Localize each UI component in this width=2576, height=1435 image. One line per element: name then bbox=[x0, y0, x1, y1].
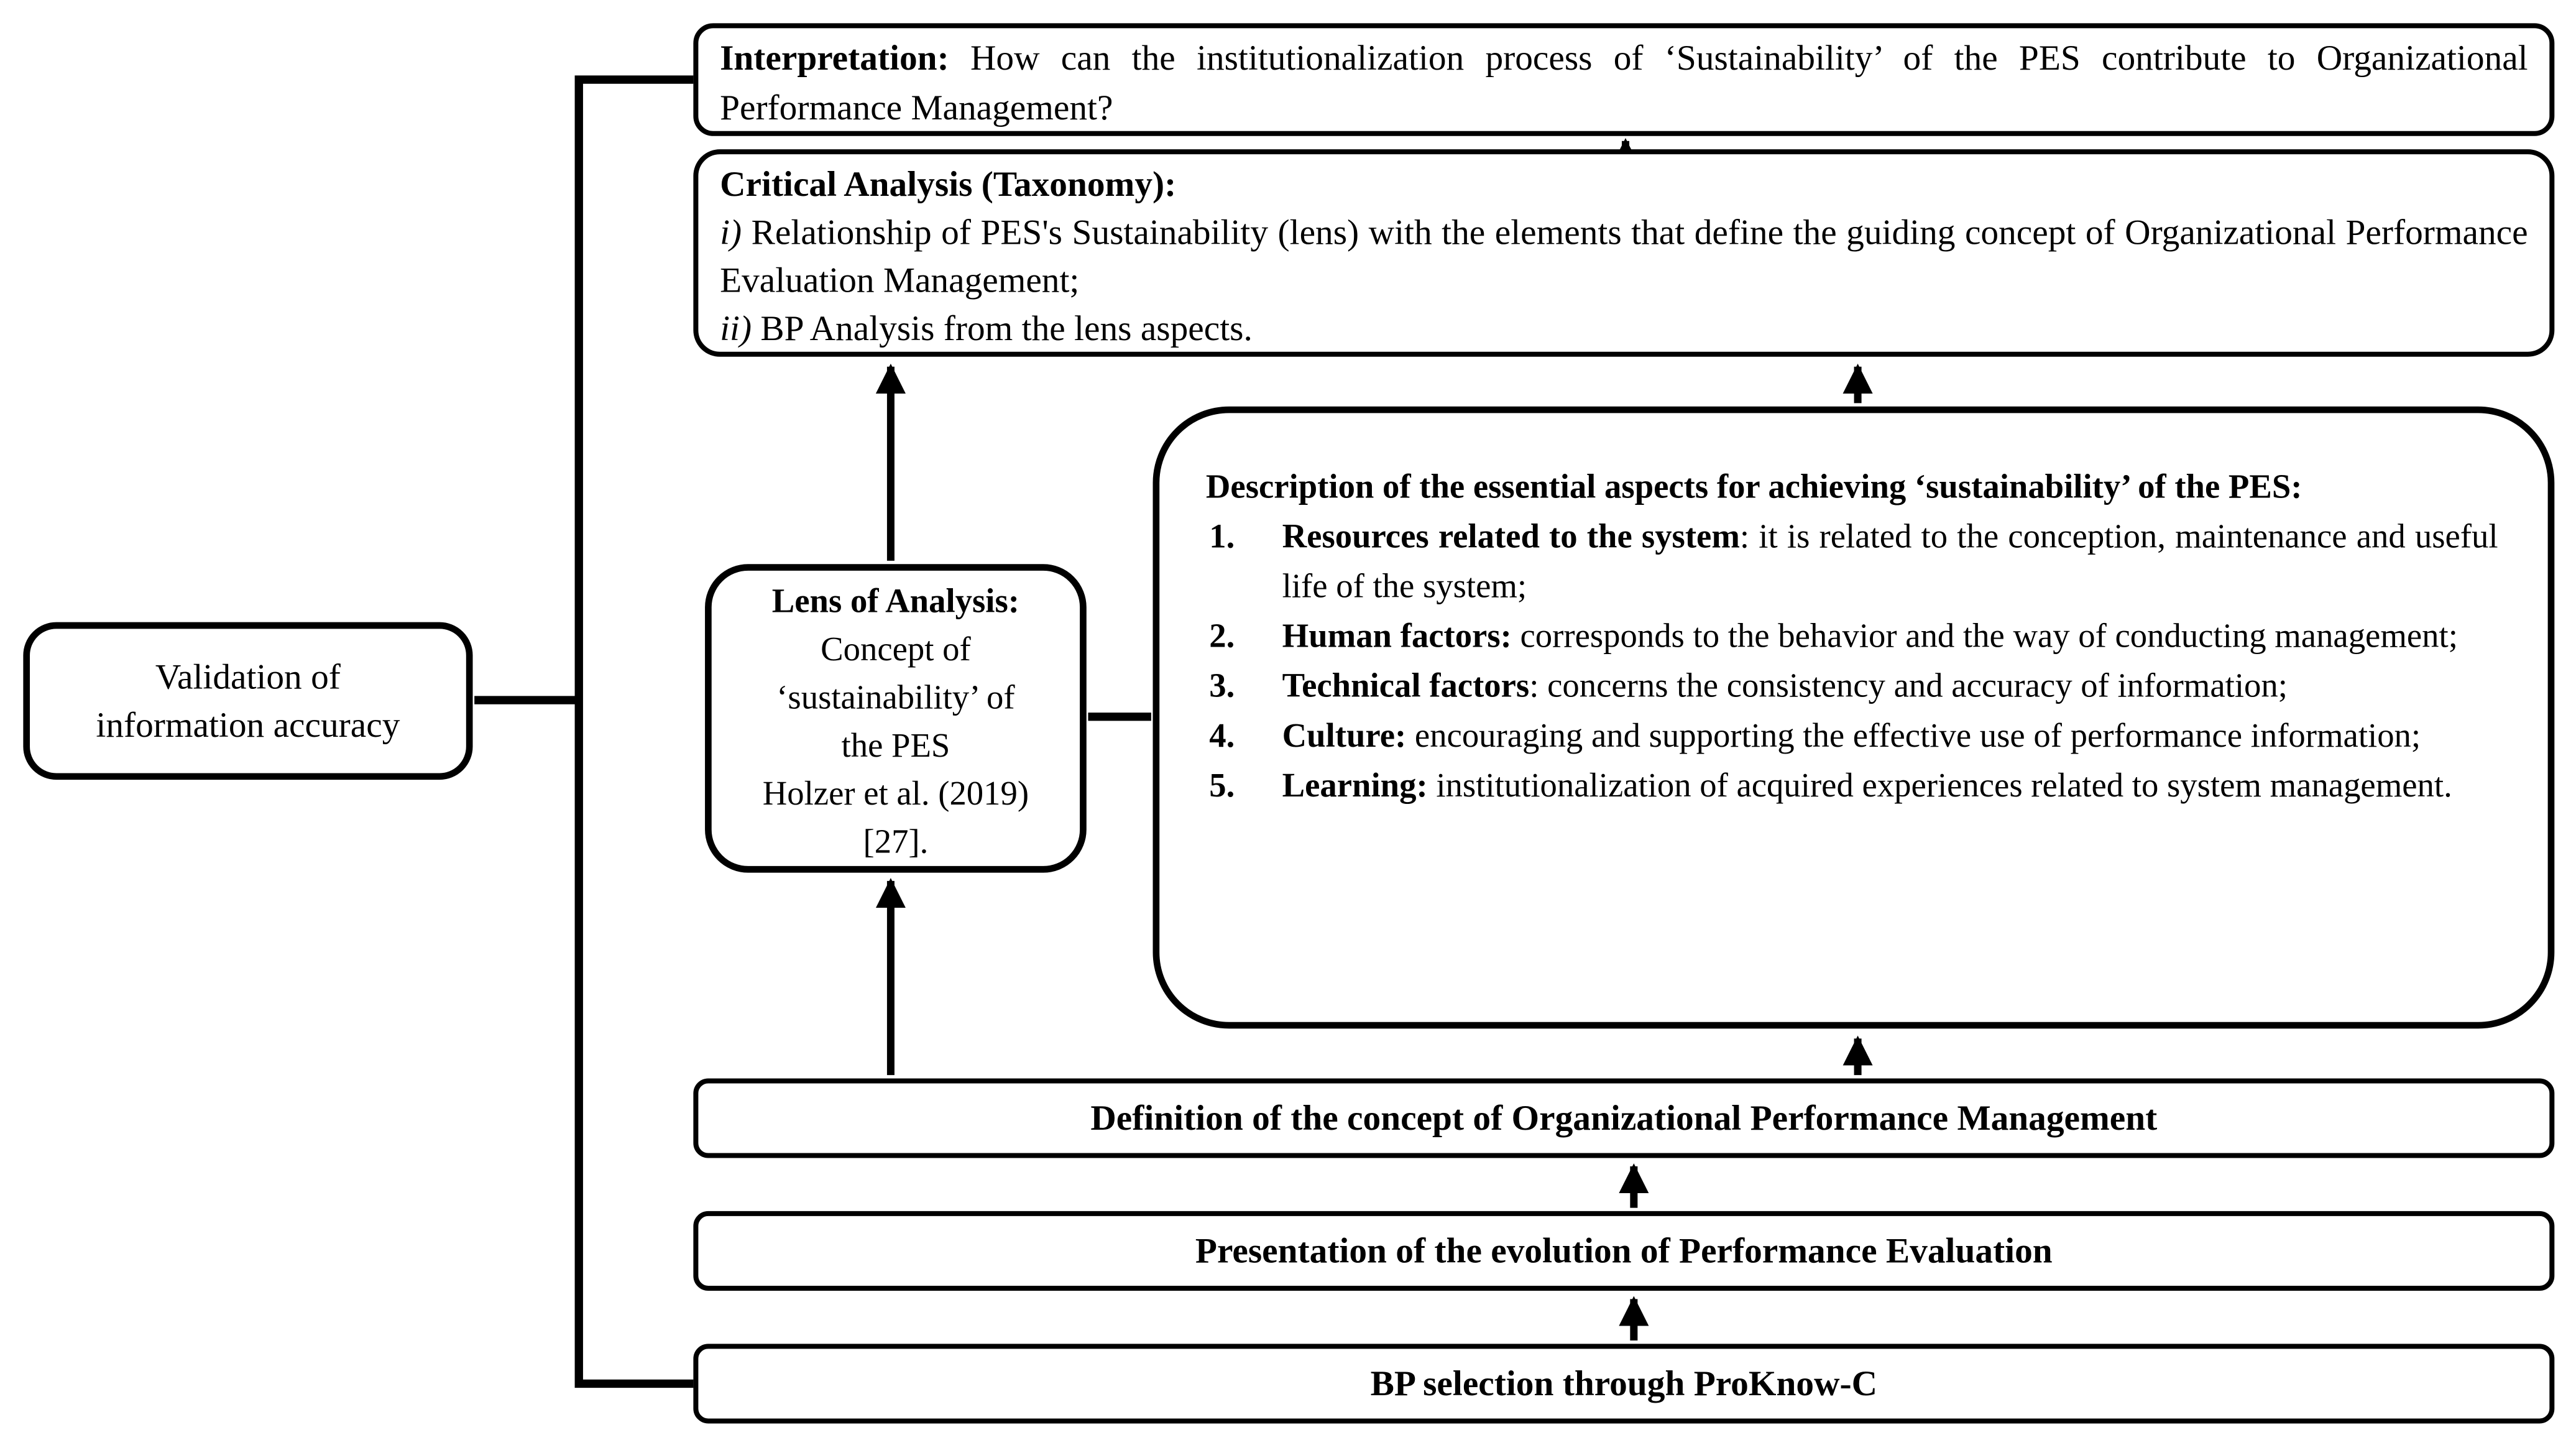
lens-title bbox=[712, 579, 1080, 627]
description-box bbox=[1153, 407, 2555, 1029]
lens-of-analysis-box bbox=[705, 564, 1087, 872]
description-item-5 bbox=[1206, 762, 2498, 811]
lens-title-text: Lens of Analysis: bbox=[771, 584, 1020, 621]
item-4-paragraph bbox=[1282, 712, 2498, 762]
critical-analysis-title-text: Critical Analysis (Taxonomy): bbox=[720, 164, 1177, 205]
validation-line-1: Validation of bbox=[155, 656, 341, 696]
item-1-paragraph bbox=[1282, 513, 2498, 612]
critical-analysis-box bbox=[693, 149, 2554, 357]
item-1-number: 1. bbox=[1209, 519, 1235, 556]
item-ii-prefix: ii) bbox=[720, 308, 752, 349]
lens-line-1: Concept of bbox=[821, 632, 971, 669]
bp-selection-box bbox=[693, 1344, 2554, 1423]
item-4-text: encouraging and supporting the effective use of performance information; bbox=[1406, 718, 2421, 755]
item-4-number: 4. bbox=[1209, 718, 1235, 755]
item-2-text: corresponds to the behavior and the way of conducting management; bbox=[1511, 619, 2458, 656]
validation-line-2: information accuracy bbox=[96, 704, 400, 744]
item-ii-text: BP Analysis from the lens aspects. bbox=[760, 308, 1253, 349]
item-i-prefix: i) bbox=[720, 212, 742, 252]
definition-box bbox=[693, 1078, 2554, 1158]
interpretation-text: How can the institutionalization process of ‘Sustainability’ of the PES contribute to Organizational Performance Management? bbox=[720, 38, 2528, 128]
presentation-box bbox=[693, 1211, 2554, 1291]
interpretation-box bbox=[693, 23, 2554, 136]
interpretation-label: Interpretation: bbox=[720, 38, 949, 78]
description-item-3 bbox=[1206, 662, 2498, 712]
critical-analysis-title bbox=[720, 161, 2528, 209]
interpretation-paragraph bbox=[720, 33, 2528, 132]
lens-line-3: the PES bbox=[841, 728, 950, 765]
critical-analysis-item-i bbox=[720, 209, 2528, 305]
validation-box bbox=[23, 622, 472, 780]
item-3-paragraph bbox=[1282, 662, 2498, 712]
lens-line-4: Holzer et al. (2019) bbox=[762, 776, 1029, 813]
connector-left-spine bbox=[474, 80, 693, 1383]
description-item-4 bbox=[1206, 712, 2498, 762]
item-i-text: Relationship of PES's Sustainability (lens) with the elements that define the guiding concept of Organizational Performance Evaluation Management; bbox=[720, 212, 2528, 300]
item-2-lead: Human factors: bbox=[1282, 619, 1512, 656]
item-3-lead: Technical factors bbox=[1282, 668, 1530, 706]
item-2-number: 2. bbox=[1209, 619, 1235, 656]
lens-line-5: [27]. bbox=[863, 824, 929, 861]
description-item-2 bbox=[1206, 612, 2498, 662]
item-4-lead: Culture: bbox=[1282, 718, 1407, 755]
item-1-text: : it is related to the conception, maintenance and useful life of the system; bbox=[1282, 519, 2498, 606]
lens-line-2: ‘sustainability’ of bbox=[776, 680, 1015, 717]
item-3-number: 3. bbox=[1209, 668, 1235, 706]
item-1-lead: Resources related to the system bbox=[1282, 519, 1740, 556]
item-5-lead: Learning: bbox=[1282, 768, 1428, 805]
description-item-1 bbox=[1206, 513, 2498, 612]
item-3-text: : concerns the consistency and accuracy of information; bbox=[1529, 668, 2288, 706]
item-5-paragraph bbox=[1282, 762, 2498, 811]
critical-analysis-item-ii bbox=[720, 305, 2528, 353]
bp-selection-label: BP selection through ProKnow-C bbox=[1370, 1363, 1878, 1403]
description-title-text: Description of the essential aspects for achieving ‘sustainability’ of the PES: bbox=[1205, 469, 2302, 506]
item-5-number: 5. bbox=[1209, 768, 1235, 805]
definition-label: Definition of the concept of Organizational Performance Management bbox=[1090, 1097, 2158, 1138]
item-5-text: institutionalization of acquired experiences related to system management. bbox=[1427, 768, 2452, 805]
description-title bbox=[1206, 463, 2498, 512]
presentation-label: Presentation of the evolution of Performance Evaluation bbox=[1195, 1230, 2053, 1270]
item-2-paragraph bbox=[1282, 612, 2498, 662]
